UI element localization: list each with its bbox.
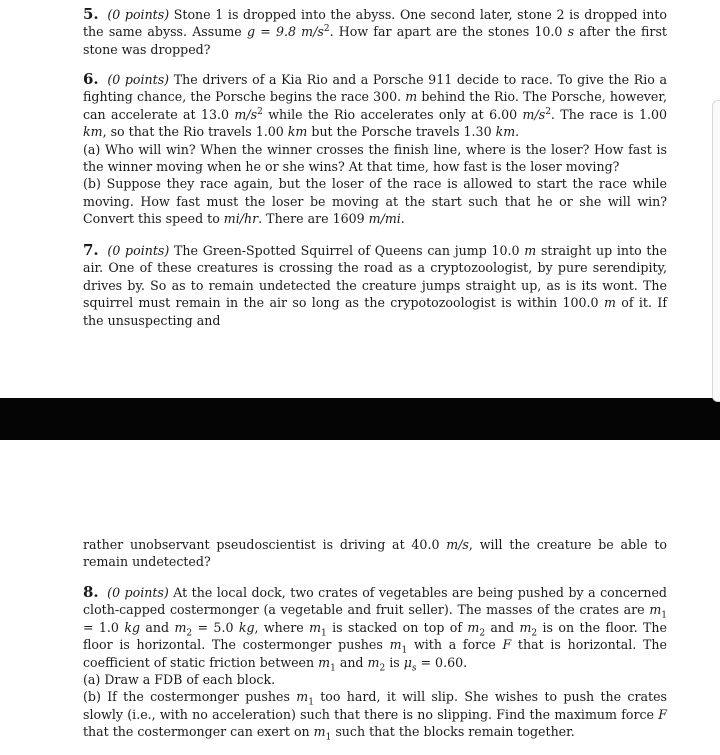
math-var: F [502, 637, 512, 653]
problem-8 [83, 584, 667, 741]
math-value: = 0.60. [416, 654, 468, 670]
exponent: 2 [545, 106, 551, 117]
problem-text: The Green-Spotted Squirrel of Queens can jump 10.0 [174, 243, 525, 258]
math-var: m [296, 689, 309, 705]
math-value: = 1.0 [83, 619, 119, 635]
problem-text: behind the Rio. The Porsche, however, can accelerate at 13.0 [83, 89, 667, 122]
math-var: m [519, 619, 532, 635]
problem-text: but the Porsche travels 1.30 [307, 124, 496, 140]
page-gap-bar [0, 398, 720, 440]
subscript: 2 [531, 628, 538, 639]
problem-text: straight up into the air. One of these creatures is crossing the road as a cryptozoologist, by pure serendipity, drives by. So as to remain undetected the creature jumps straight up, as is its wont. The squirrel must remain in the air so long as the crypotozoologist is within 100.0 [83, 243, 667, 311]
problem-number: 7. [83, 241, 99, 259]
exponent: 2 [323, 24, 330, 35]
problem-7 [83, 242, 667, 329]
unit: mi/hr [223, 211, 259, 227]
problem-text: . How far apart are the stones 10.0 [329, 24, 568, 40]
problem-text: with a force [407, 637, 503, 653]
unit: kg [238, 619, 255, 635]
problem-8-text [83, 583, 667, 674]
problem-text: Stone 1 is dropped into the abyss. One second later, stone 2 is dropped into the same abyss. Assume [83, 7, 667, 40]
problem-number: 8. [83, 583, 99, 601]
subscript: 1 [321, 628, 327, 639]
unit: m/s [522, 106, 546, 122]
problem-text: is on the floor. The floor is horizontal. The costermonger pushes [83, 619, 667, 653]
problem-8-part-b [83, 688, 667, 743]
problem-number: 5. [83, 5, 99, 23]
math-var: m [174, 619, 187, 635]
exponent: 2 [257, 106, 263, 117]
unit: m [524, 243, 537, 258]
problem-text: such that the blocks remain together. [331, 724, 575, 740]
problem-text: that is horizontal. The coefficient of static friction between [83, 637, 667, 670]
problem-text: rather unobservant pseudoscientist is driving at 40.0 [83, 537, 447, 552]
unit: km [495, 124, 516, 140]
problem-text: and [140, 619, 175, 635]
problem-6-part-a: (a) Who will win? When the winner crosses the finish line, where is the loser? How fast is the winner moving when he or she wins? At that time, how fast is the loser moving? [83, 141, 667, 175]
math-var: m [389, 637, 402, 653]
problem-text: too hard, it will slip. She wishes to push the crates slowly (i.e., with no acceleration) such that there is no slipping. Find the maximum force [83, 689, 667, 722]
problem-text: (b) If the costermonger pushes [83, 689, 297, 705]
points-label: (0 points) [107, 7, 170, 22]
problem-6-intro [83, 71, 667, 141]
problem-8-part-a: (a) Draw a FDB of each block. [83, 672, 276, 688]
subscript: 1 [401, 645, 408, 656]
problem-text: , will the creature be able to remain undetected? [83, 537, 667, 570]
problem-7-continued [83, 536, 667, 571]
unit: m/s [234, 106, 258, 122]
problem-text: The drivers of a Kia Rio and a Porsche 911 decide to race. To give the Rio a fighting chance, the Porsche begins the race 300. [83, 72, 667, 105]
unit: s [567, 24, 575, 40]
problem-7-cont-text [83, 536, 667, 571]
points-label: (0 points) [107, 585, 169, 600]
points-label: (0 points) [107, 72, 170, 87]
unit: km [83, 124, 103, 140]
problem-6-part-b [83, 175, 667, 227]
problem-5-text [83, 6, 667, 58]
problem-6 [83, 71, 667, 228]
unit: m/s [446, 537, 469, 552]
unit: km [287, 124, 308, 140]
problem-5 [83, 6, 667, 58]
math-var: m [467, 619, 480, 635]
problem-text: . [515, 124, 520, 140]
problem-text: while the Rio accelerates only at 6.00 [262, 106, 523, 122]
math-var: m [318, 654, 331, 670]
problem-text: . [400, 211, 405, 227]
unit: m [603, 295, 616, 311]
problem-text: . There are 1609 [258, 211, 369, 227]
unit: m [405, 89, 418, 105]
problem-text: is stacked on top of [326, 619, 468, 635]
subscript: s [411, 663, 417, 674]
subscript: 2 [186, 628, 193, 639]
subscript: 2 [479, 628, 486, 639]
math-var: m [649, 602, 662, 618]
math-var: m [309, 619, 322, 635]
math-var: m [367, 654, 380, 670]
subscript: 1 [308, 697, 314, 708]
math-expr: g = 9.8 m/s [246, 24, 324, 40]
problem-text: , where [254, 619, 310, 635]
subscript: 1 [330, 663, 336, 674]
problem-text: that the costermonger can exert on [83, 724, 314, 740]
problem-number: 6. [83, 70, 99, 88]
problem-text: after the first stone was dropped? [83, 24, 667, 57]
subscript: 1 [325, 732, 332, 743]
unit: m/mi [368, 211, 401, 227]
problem-text: . The race is 1.00 [550, 106, 668, 122]
subscript: 2 [379, 663, 386, 674]
problem-text: and [335, 654, 368, 670]
problem-text: is [385, 654, 404, 670]
math-value: = 5.0 [192, 619, 239, 635]
math-var: F [658, 706, 667, 722]
problem-text: At the local dock, two crates of vegetables are being pushed by a concerned cloth-capped costermonger (a vegetable and fruit seller). The masses of the crates are [83, 585, 667, 618]
points-label: (0 points) [107, 243, 170, 258]
problem-text: and [485, 619, 520, 635]
unit: kg [124, 619, 141, 635]
problem-text: , so that the Rio travels 1.00 [102, 124, 288, 140]
problem-7-text [83, 242, 667, 329]
scroll-edge[interactable] [712, 100, 720, 402]
problem-text: of it. If the unsuspecting and [83, 295, 667, 328]
math-var: μ [403, 654, 412, 670]
math-var: m [313, 724, 326, 740]
problem-text: (b) Suppose they race again, but the loser of the race is allowed to start the race while moving. How fast must the loser be moving at the start such that he or she will win? Convert this speed to [83, 176, 667, 227]
subscript: 1 [661, 610, 667, 621]
